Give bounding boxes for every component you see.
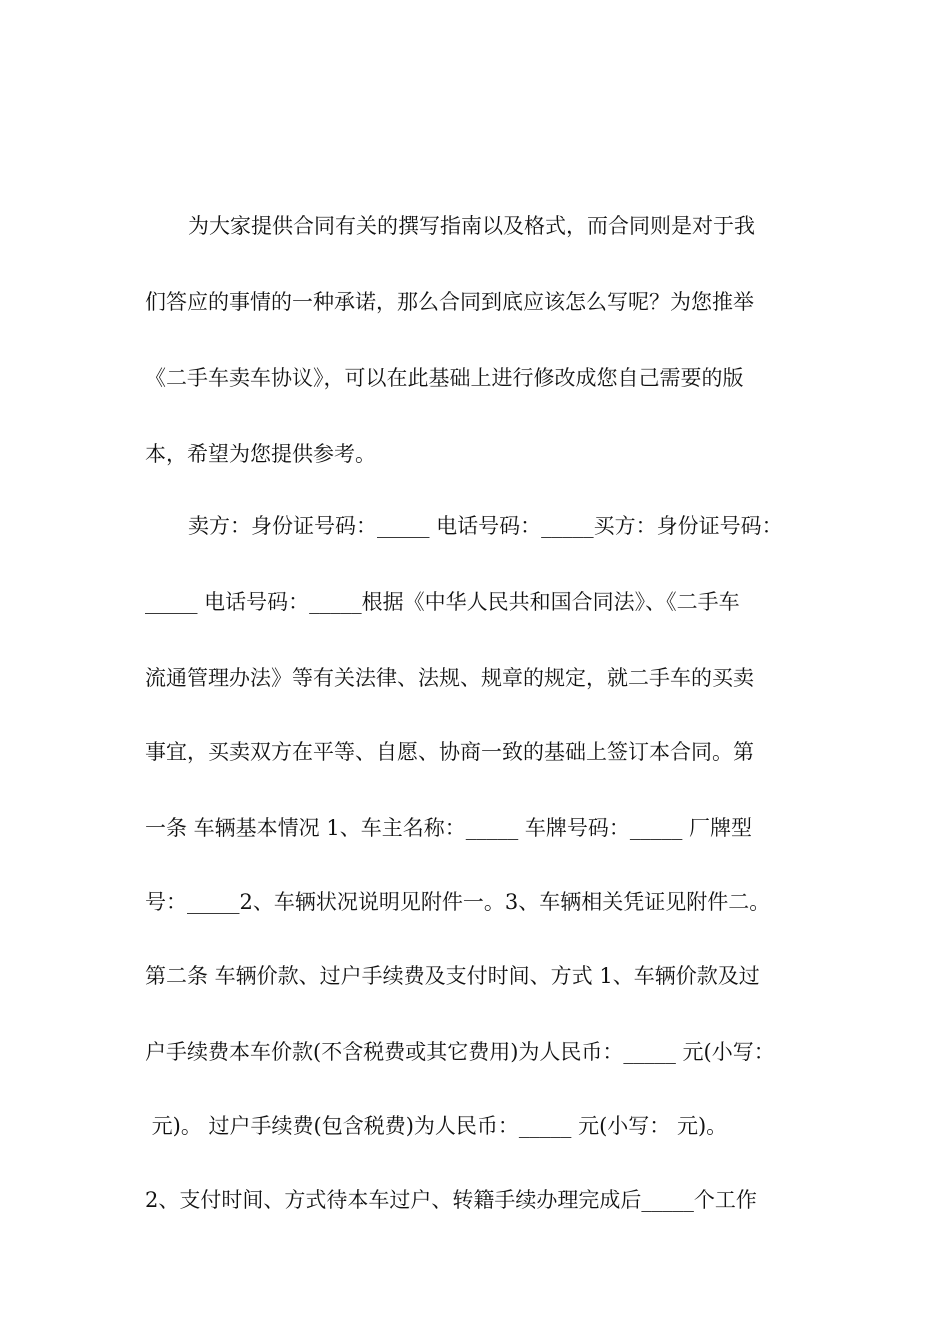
paragraph-line-6: _____ 电话号码：_____根据《中华人民共和国合同法》、《二手车: [145, 590, 740, 614]
paragraph-line-10: 号：_____2、车辆状况说明见附件一。3、车辆相关凭证见附件二。: [145, 890, 771, 914]
paragraph-line-8: 事宜，买卖双方在平等、自愿、协商一致的基础上签订本合同。第: [145, 740, 754, 764]
paragraph-line-9: 一条 车辆基本情况 1、车主名称：_____ 车牌号码：_____ 厂牌型: [145, 816, 753, 840]
paragraph-line-13: 元)。 过户手续费(包含税费)为人民币：_____ 元(小写： 元)。: [145, 1114, 728, 1138]
paragraph-line-7: 流通管理办法》等有关法律、法规、规章的规定，就二手车的买卖: [145, 666, 754, 690]
paragraph-line-4: 本，希望为您提供参考。: [145, 442, 376, 466]
paragraph-line-2: 们答应的事情的一种承诺，那么合同到底应该怎么写呢？为您推举: [145, 290, 754, 314]
paragraph-line-11: 第二条 车辆价款、过户手续费及支付时间、方式 1、车辆价款及过: [145, 964, 760, 988]
paragraph-line-5: 卖方：身份证号码：_____ 电话号码：_____买方：身份证号码：: [188, 514, 783, 538]
paragraph-line-1: 为大家提供合同有关的撰写指南以及格式，而合同则是对于我: [188, 214, 755, 238]
paragraph-line-3: 《二手车卖车协议》，可以在此基础上进行修改成您自己需要的版: [145, 366, 744, 390]
paragraph-line-14: 2、支付时间、方式待本车过户、转籍手续办理完成后_____个工作: [145, 1188, 757, 1212]
paragraph-line-12: 户手续费本车价款(不含税费或其它费用)为人民币：_____ 元(小写：: [145, 1040, 775, 1064]
